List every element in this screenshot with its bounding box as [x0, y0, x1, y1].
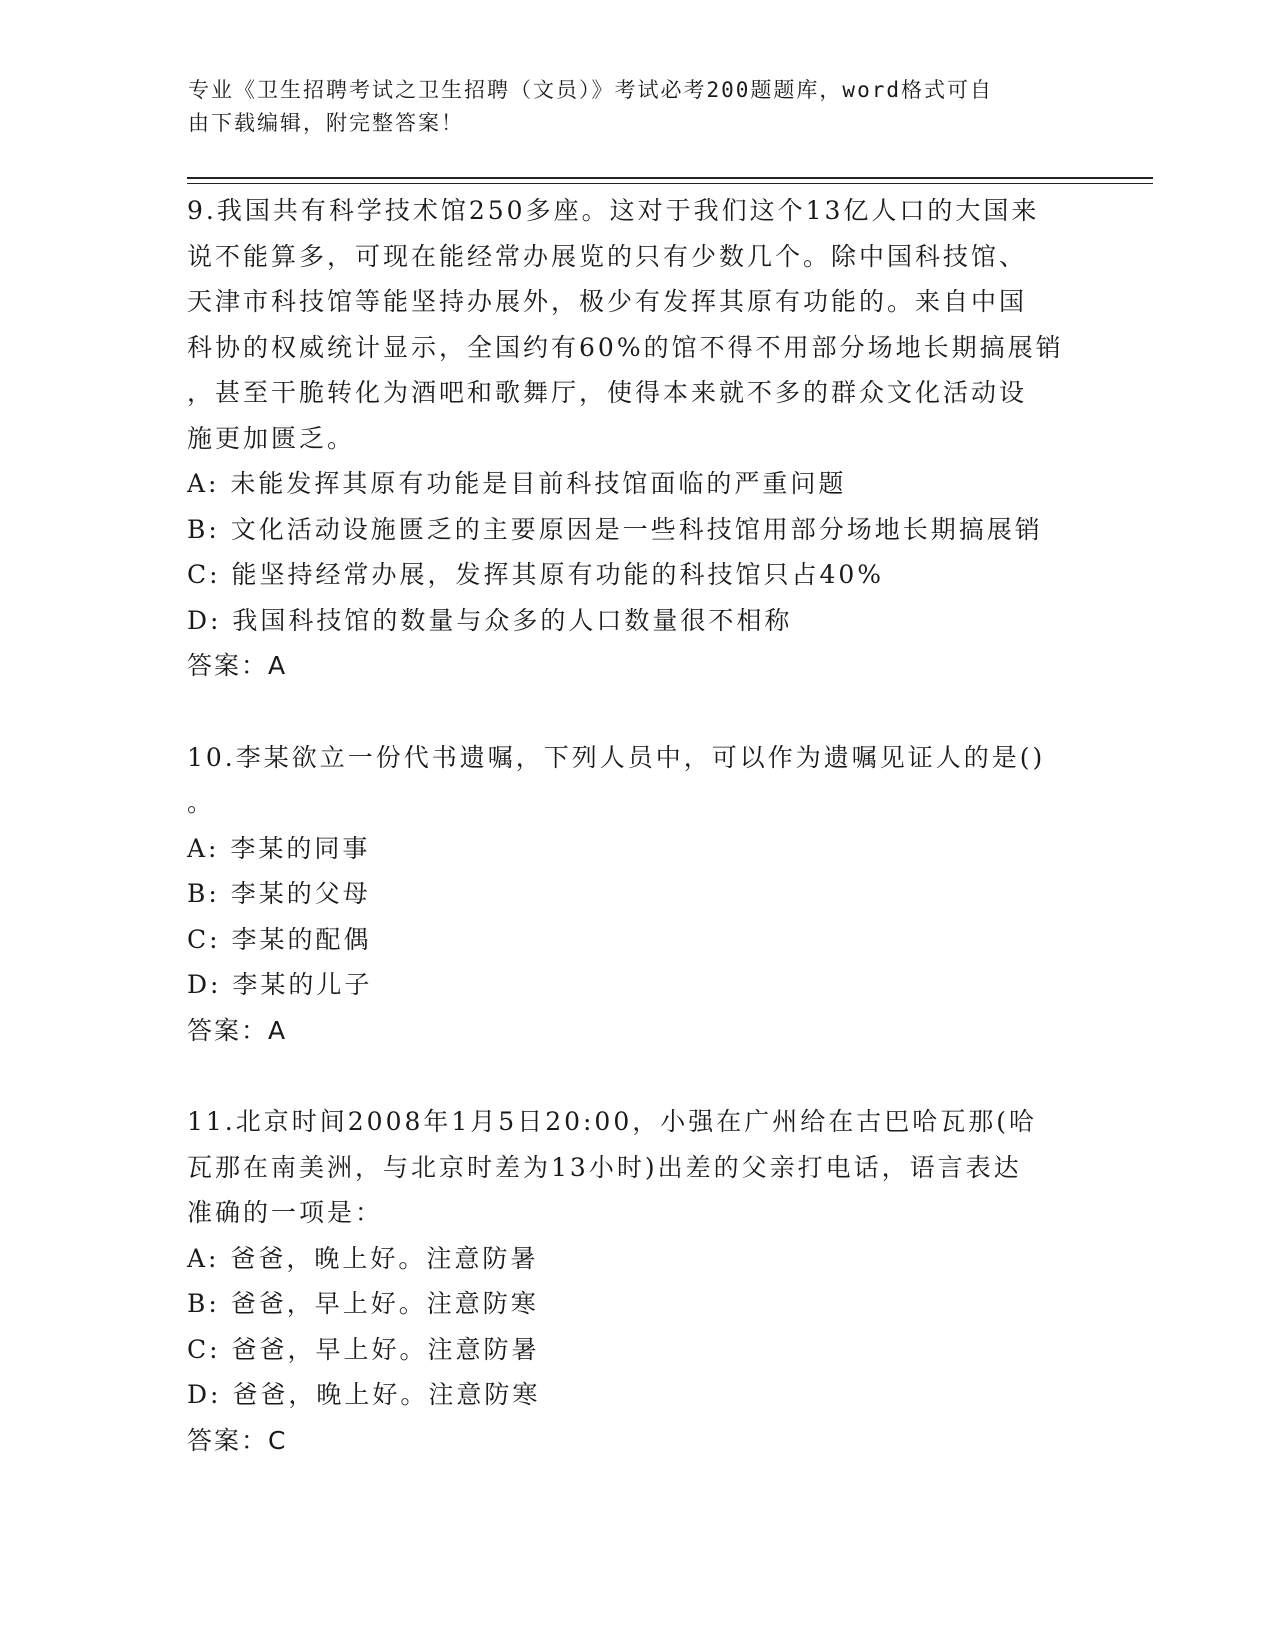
header-line-1: 专业《卫生招聘考试之卫生招聘（文员）》考试必考200题题库，word格式可自 [188, 78, 993, 102]
question-text-line: ，甚至干脆转化为酒吧和歌舞厅，使得本来就不多的群众文化活动设 [187, 378, 1028, 407]
question-text-line: 施更加匮乏。 [187, 423, 356, 453]
question-list [187, 188, 1087, 1463]
option-d: D: 我国科技馆的数量与众多的人口数量很不相称 [187, 605, 793, 635]
question-text-line: 瓦那在南美洲，与北京时差为13小时)出差的父亲打电话，语言表达 [187, 1152, 1022, 1182]
option-d: D: 爸爸，晚上好。注意防寒 [187, 1380, 541, 1409]
header-divider-thick [187, 177, 1153, 179]
question-text-line: 11.北京时间2008年1月5日20:00，小强在广州给在古巴哈瓦那(哈 [187, 1107, 1037, 1136]
question-text-line: 天津市科技馆等能坚持办展外，极少有发挥其原有功能的。来自中国 [187, 287, 1028, 316]
question-text-line: 9.我国共有科学技术馆250多座。这对于我们这个13亿人口的大国来 [187, 196, 1040, 225]
option-b: B: 文化活动设施匮乏的主要原因是一些科技馆用部分场地长期搞展销 [187, 514, 1043, 544]
option-c: C: 爸爸，早上好。注意防暑 [187, 1334, 540, 1364]
question-11 [187, 1099, 1087, 1463]
answer-label: 答案：A [187, 1015, 288, 1045]
document-header [188, 74, 1068, 140]
option-b: B: 爸爸，早上好。注意防寒 [187, 1289, 539, 1318]
option-b: B: 李某的父母 [187, 879, 371, 908]
question-text-line: 说不能算多，可现在能经常办展览的只有少数几个。除中国科技馆、 [187, 241, 1028, 271]
question-10 [187, 735, 1087, 1054]
answer-label: 答案：A [187, 651, 288, 680]
header-divider-thin [187, 183, 1153, 184]
option-c: C: 能坚持经常办展，发挥其原有功能的科技馆只占40% [187, 560, 885, 589]
answer-label: 答案：C [187, 1425, 288, 1455]
question-spacer [187, 1053, 1087, 1099]
header-line-2: 由下载编辑，附完整答案！ [188, 111, 464, 135]
option-a: A: 爸爸，晚上好。注意防暑 [187, 1243, 539, 1273]
question-text-line: 。 [187, 788, 216, 817]
question-text-line: 准确的一项是： [187, 1198, 384, 1227]
option-d: D: 李某的儿子 [187, 970, 373, 999]
option-c: C: 李某的配偶 [187, 924, 372, 954]
question-spacer [187, 689, 1087, 735]
question-text-line: 科协的权威统计显示，全国约有60%的馆不得不用部分场地长期搞展销 [187, 332, 1064, 362]
option-a: A: 李某的同事 [187, 833, 371, 863]
question-9 [187, 188, 1087, 689]
question-text-line: 10.李某欲立一份代书遗嘱，下列人员中，可以作为遗嘱见证人的是() [187, 742, 1046, 772]
option-a: A: 未能发挥其原有功能是目前科技馆面临的严重问题 [187, 469, 847, 498]
